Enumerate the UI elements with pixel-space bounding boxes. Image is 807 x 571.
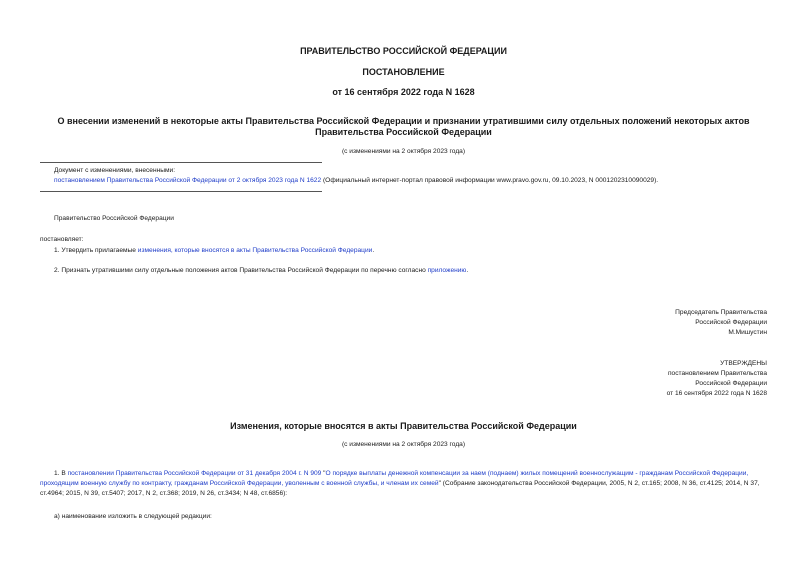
amendment-note: (с изменениями на 2 октября 2023 года) <box>341 148 466 155</box>
doc-box-source: (Официальный интернет-портал правовой информации www.pravo.gov.ru, 09.10.2023, N 0001202310090029). <box>321 177 659 184</box>
doc-box-bottom-rule <box>40 191 322 192</box>
signature-position-2: Российской Федерации <box>695 319 767 326</box>
doc-box-label: Документ с изменениями, внесенными: <box>54 167 176 174</box>
header-doc-type: ПОСТАНОВЛЕНИЕ <box>362 67 445 77</box>
changes-amendment-note: (с изменениями на 2 октября 2023 года) <box>341 441 466 448</box>
decrees-text: постановляет: <box>40 236 84 243</box>
doc-box-top-rule <box>40 162 322 163</box>
decree-909-link[interactable]: постановлении Правительства Российской Федерации от 31 декабря 2004 г. N 909 <box>67 470 322 477</box>
appendix-link[interactable]: приложению <box>427 267 467 274</box>
decree-909-title-link[interactable]: О порядке выплаты денежной компенсации за наем (поднаем) жилых помещений военнослужащим - гражданам Российской Федерации, проходящим военную службу по контракту, гражданам Российской Федерации, уволенным с военной службы, и членам их семей <box>40 470 749 487</box>
approved-line-4: от 16 сентября 2022 года N 1628 <box>666 390 767 397</box>
changes-subitem-a: а) наименование изложить в следующей редакции: <box>54 513 212 520</box>
changes-link[interactable]: изменения, которые вносятся в акты Правительства Российской Федерации <box>137 247 373 254</box>
approved-stamp: УТВЕРЖДЕНЫ <box>720 360 767 367</box>
approved-line-3: Российской Федерации <box>695 380 767 387</box>
approved-line-2: постановлением Правительства <box>667 370 767 377</box>
signature-name: М.Мишустин <box>728 329 767 336</box>
item-2: 2. Признать утратившими силу отдельные положения актов Правительства Российской Федерации по перечню согласно приложению. <box>54 267 469 274</box>
government-text: Правительство Российской Федерации <box>54 215 174 222</box>
item-1: 1. Утвердить прилагаемые изменения, которые вносятся в акты Правительства Российской Федерации. <box>54 247 375 254</box>
changes-title: Изменения, которые вносятся в акты Правительства Российской Федерации <box>230 421 577 431</box>
document-title-line1: О внесении изменений в некоторые акты Правительства Российской Федерации и признании утратившими силу отдельных положений некоторых актов <box>57 116 750 126</box>
amending-act-link[interactable]: постановлением Правительства Российской Федерации от 2 октября 2023 года N 1622 <box>54 177 322 184</box>
doc-box-text <box>54 177 658 184</box>
signature-position-1: Председатель Правительства <box>675 309 767 316</box>
header-date-number: от 16 сентября 2022 года N 1628 <box>332 87 475 97</box>
document-title-line2: Правительства Российской Федерации <box>315 127 492 137</box>
header-government: ПРАВИТЕЛЬСТВО РОССИЙСКОЙ ФЕДЕРАЦИИ <box>300 46 507 56</box>
changes-paragraph-1: 1. В постановлении Правительства Российской Федерации от 31 декабря 2004 г. N 909 "О порядке выплаты денежной компенсации за наем (поднаем) жилых помещений военнослужащим - гражданам Российской Федерации, проходящим военную службу по контракту, гражданам Российской Федерации, уволенным с военной службы, и членам их семей" (Собрание законодательства Российской Федерации, 2005, N 2, ст.165; 2008, N 36, ст.4125; 2014, N 37, ст.4964; 2015, N 39, ст.5407; 2017, N 2, ст.368; 2019, N 26, ст.3434; N 48, ст.6856): <box>40 470 760 497</box>
